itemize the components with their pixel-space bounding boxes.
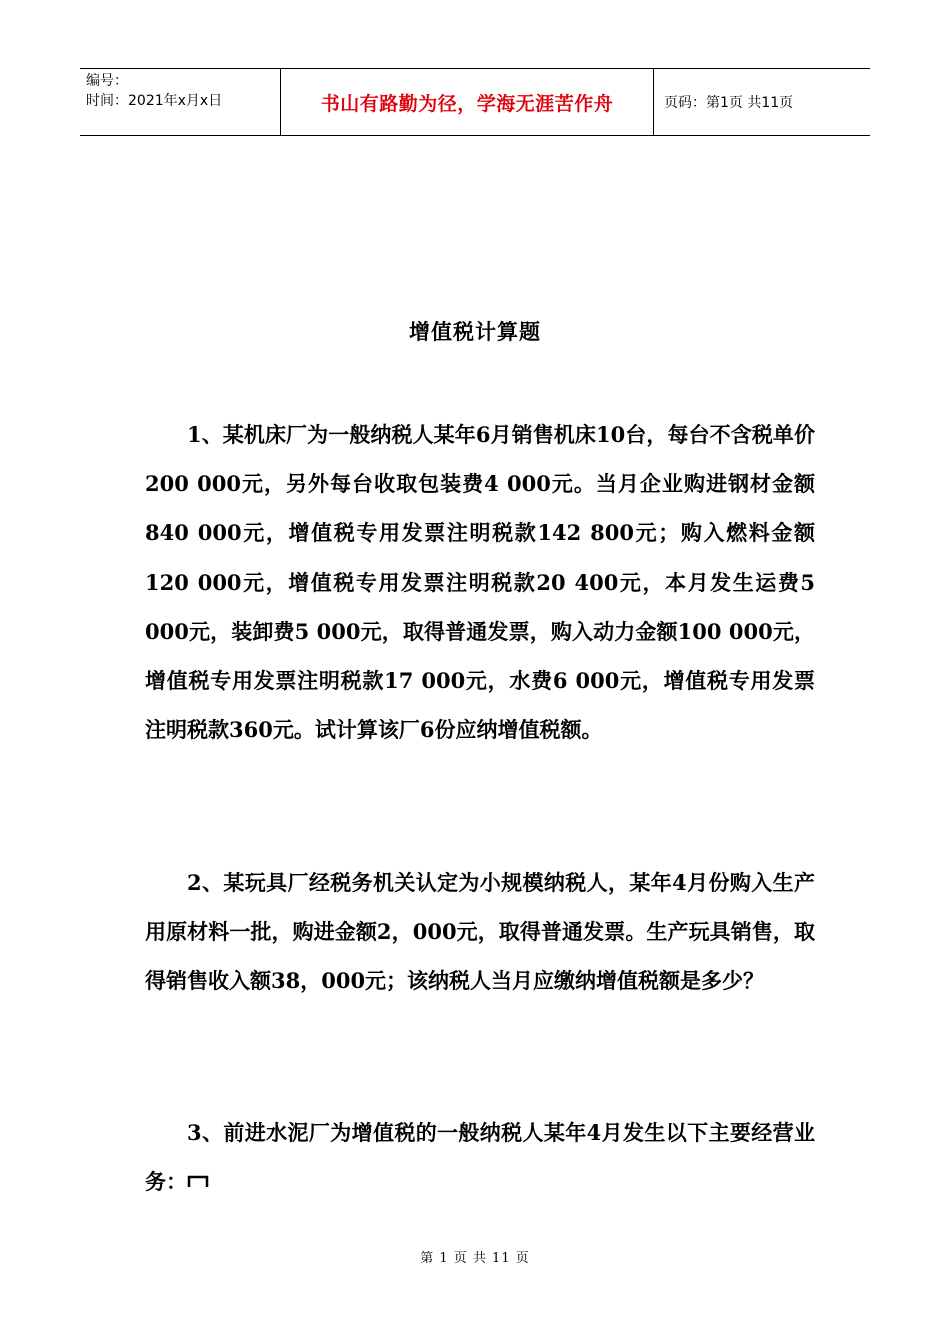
page-header — [80, 68, 870, 136]
bracket-mark-icon — [187, 1173, 209, 1189]
header-motto-cell — [281, 69, 654, 135]
header-motto: 书山有路勤为径，学海无涯苦作舟 — [320, 92, 614, 115]
page-footer: 第 1 页 共 11 页 — [420, 1251, 530, 1266]
document-title: 增值税计算题 — [409, 319, 541, 344]
time-label: 时间：2021年x月x日 — [86, 93, 223, 109]
question-3 — [145, 1108, 815, 1206]
header-page-info: 页码：第1页 共11页 — [664, 95, 794, 111]
number-label: 编号： — [86, 73, 128, 89]
question-2: 2、某玩具厂经税务机关认定为小规模纳税人，某年4月份购入生产用原材料一批，购进金额2，000元，取得普通发票。生产玩具销售，取得销售收入额38，000元；该纳税人当月应缴纳增值税额是多少？ — [145, 870, 815, 994]
header-meta — [80, 69, 281, 135]
question-3-text: 3、前进水泥厂为增值税的一般纳税人某年4月发生以下主要经营业务： — [145, 1120, 815, 1195]
question-1: 1、某机床厂为一般纳税人某年6月销售机床10台，每台不含税单价200 000元，另外每台收取包装费4 000元。当月企业购进钢材金额840 000元，增值税专用发票注明税款142 800元；购入燃料金额120 000元，增值税专用发票注明税款20 400元，本月发生运费5 000元，装卸费5 000元，取得普通发票，购入动力金额100 000元，增值税专用发票注明税款17 000元，水费6 000元，增值税专用发票注明税款360元。试计算该厂6份应纳增值税额。 — [145, 422, 815, 743]
